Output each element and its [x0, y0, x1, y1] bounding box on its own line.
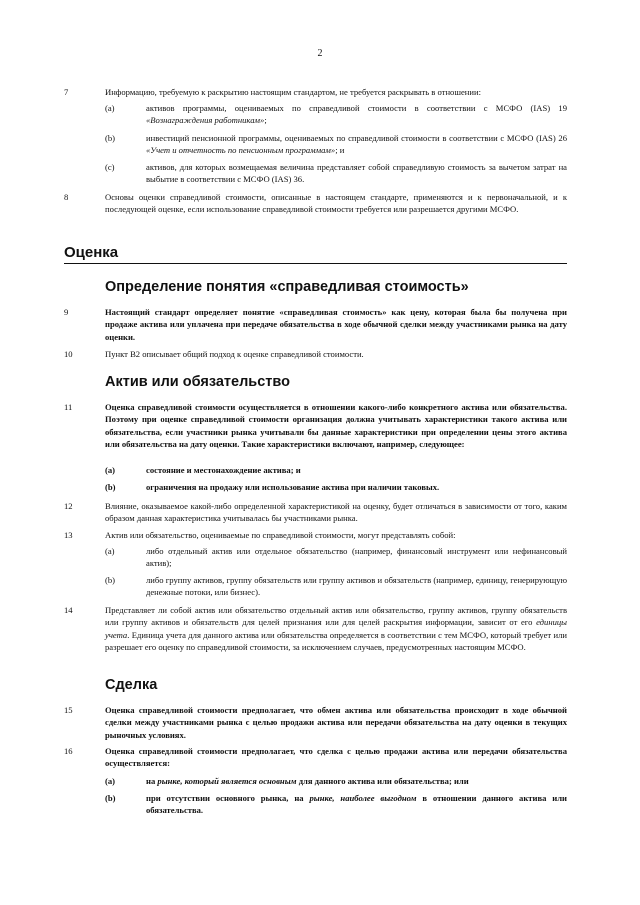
item-text: либо группу активов, группу обязательств или группу активов и обязательств (например, единицу, генерирующую денежные потоки, или бизнес).: [146, 575, 567, 598]
section-heading: Оценка: [64, 244, 567, 264]
paragraph-11: [64, 401, 567, 451]
paragraph-10: [64, 348, 567, 360]
item-label: (c): [105, 162, 115, 172]
paragraph-16: [64, 745, 567, 770]
paragraph-number: 16: [64, 746, 73, 756]
paragraph-13: [64, 529, 567, 541]
item-text: ограничения на продажу или использование актива при наличии таковых.: [146, 482, 440, 492]
paragraph-12: [64, 500, 567, 525]
item-text: либо отдельный актив или отдельное обязательство (например, финансовый инструмент или нефинансовый актив);: [146, 546, 567, 569]
paragraph-text: Оценка справедливой стоимости предполагает, что обмен актива или обязательства происходит в ходе обычной сделки между участниками рынка с целью продажи актива или передачи обязательства на дату оценки в текущих рыночных условиях.: [105, 705, 567, 740]
paragraph-7: [64, 86, 567, 98]
item-text: активов программы, оцениваемых по справедливой стоимости в соответствии с МСФО (IAS) 19 «Вознаграждения работникам»;: [146, 103, 567, 126]
page-number: 2: [317, 48, 323, 59]
paragraph-7-item-c: [105, 161, 567, 186]
item-label: (a): [105, 103, 115, 113]
paragraph-7-item-a: [105, 102, 567, 127]
item-text: на рынке, который является основным для данного актива или обязательства; или: [146, 776, 469, 786]
subheading-definition: Определение понятия «справедливая стоимость»: [105, 279, 469, 295]
paragraph-number: 10: [64, 349, 73, 359]
paragraph-11-item-b: [105, 481, 567, 493]
paragraph-number: 12: [64, 501, 73, 511]
paragraph-15: [64, 704, 567, 741]
paragraph-9: [64, 306, 567, 343]
paragraph-number: 11: [64, 402, 73, 412]
subheading-asset-liability: Актив или обязательство: [105, 374, 290, 390]
paragraph-text: Представляет ли собой актив или обязательство отдельный актив или обязательство, группу активов, группу обязательств или группу активов и обязательств для целей признания или для целей раскрытия информации, зависит от его единицы учета. Единица учета для данного актива или обязательства определяется в соответствии с тем МСФО, который требует или разрешает его оценку по справедливой стоимости, за исключением случаев, предусмотренных настоящим МСФО.: [105, 605, 567, 653]
paragraph-13-item-b: [105, 574, 567, 599]
paragraph-text: Настоящий стандарт определяет понятие «справедливая стоимость» как цену, которая была бы получена при продаже актива или уплачена при передаче обязательства в ходе обычной сделки между участниками рынка на дату оценки.: [105, 307, 567, 342]
paragraph-number: 14: [64, 605, 73, 615]
paragraph-14: [64, 604, 567, 654]
item-text: при отсутствии основного рынка, на рынке, наиболее выгодном в отношении данного актива или обязательства.: [146, 793, 567, 816]
paragraph-text: Оценка справедливой стоимости предполагает, что сделка с целью продажи актива или передачи обязательства осуществляется:: [105, 746, 567, 769]
item-label: (b): [105, 482, 116, 492]
item-label: (b): [105, 575, 116, 585]
paragraph-16-item-b: [105, 792, 567, 817]
paragraph-11-item-a: [105, 464, 567, 476]
paragraph-number: 8: [64, 192, 69, 202]
item-text: инвестиций пенсионной программы, оцениваемых по справедливой стоимости в соответствии с МСФО (IAS) 26 «Учет и отчетность по пенсионным программам»; и: [146, 133, 567, 156]
paragraph-16-item-a: [105, 775, 567, 787]
paragraph-number: 15: [64, 705, 73, 715]
item-label: (b): [105, 793, 116, 803]
subheading-transaction: Сделка: [105, 677, 158, 693]
paragraph-text: Пункт B2 описывает общий подход к оценке справедливой стоимости.: [105, 349, 364, 359]
paragraph-number: 7: [64, 87, 69, 97]
paragraph-text: Основы оценки справедливой стоимости, описанные в настоящем стандарте, применяются и к первоначальной, и к последующей оценке, если использование справедливой стоимости требуется или разрешается другими МСФО.: [105, 192, 567, 215]
item-label: (b): [105, 133, 116, 143]
item-text: активов, для которых возмещаемая величина представляет собой справедливую стоимость за вычетом затрат на выбытие в соответствии с МСФО (IAS) 36.: [146, 162, 567, 185]
item-label: (a): [105, 776, 116, 786]
paragraph-text: Информацию, требуемую к раскрытию настоящим стандартом, не требуется раскрывать в отношении:: [105, 87, 481, 97]
paragraph-text: Оценка справедливой стоимости осуществляется в отношении какого-либо конкретного актива или обязательства. Поэтому при оценке справедливой стоимости организация должна учитывать характеристики такого актива или обязательства, если участники рынка учитывали бы данные характеристики при определении цены этого актива или обязательства на дату оценки. Такие характеристики включают, например, следующее:: [105, 402, 567, 450]
paragraph-8: [64, 191, 567, 216]
paragraph-number: 13: [64, 530, 73, 540]
item-label: (a): [105, 546, 115, 556]
paragraph-text: Актив или обязательство, оцениваемые по справедливой стоимости, могут представлять собой:: [105, 530, 456, 540]
paragraph-number: 9: [64, 307, 69, 317]
item-label: (a): [105, 465, 116, 475]
paragraph-text: Влияние, оказываемое какой-либо определенной характеристикой на оценку, будет отличаться в зависимости от того, каким образом данная характеристика учитывалась бы участниками рынка.: [105, 501, 567, 524]
paragraph-13-item-a: [105, 545, 567, 570]
item-text: состояние и местонахождение актива; и: [146, 465, 301, 475]
paragraph-7-item-b: [105, 132, 567, 157]
